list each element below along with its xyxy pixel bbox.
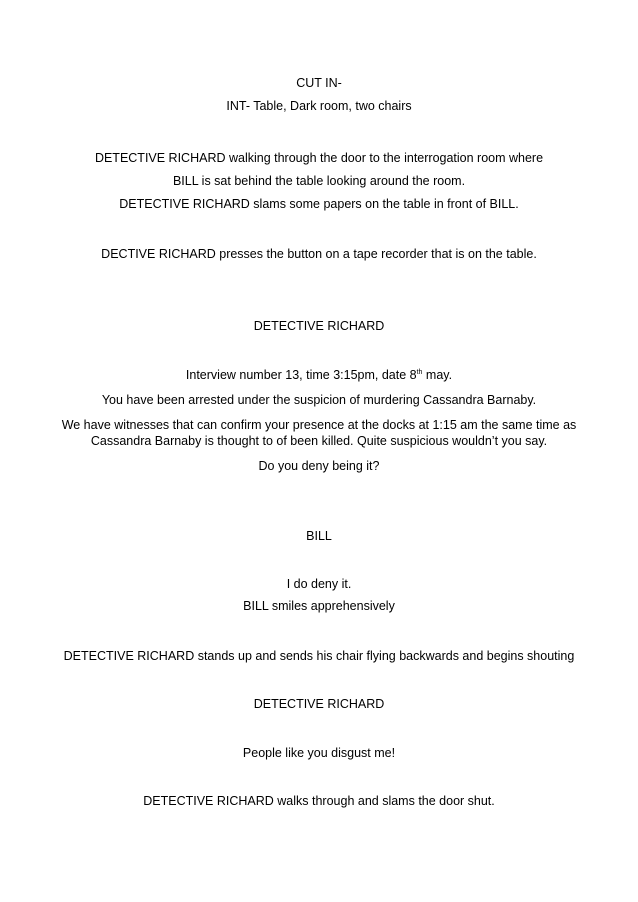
action-line: BILL is sat behind the table looking around the room.	[172, 174, 466, 188]
dialogue-line	[0, 367, 638, 383]
parenthetical: BILL smiles apprehensively	[243, 599, 395, 613]
dialogue-text: may.	[422, 368, 453, 382]
dialogue-line: Do you deny being it?	[258, 459, 380, 473]
action-line: DECTIVE RICHARD presses the button on a tape recorder that is on the table.	[101, 247, 537, 261]
dialogue-line: Cassandra Barnaby is thought to of been killed. Quite suspicious wouldn’t you say.	[90, 434, 548, 448]
transition-cut-in: CUT IN-	[296, 76, 342, 90]
dialogue-line: We have witnesses that can confirm your presence at the docks at 1:15 am the same time as	[61, 418, 577, 432]
action-line: DETECTIVE RICHARD walks through and slams the door shut.	[143, 794, 495, 808]
action-line: DETECTIVE RICHARD slams some papers on the table in front of BILL.	[119, 197, 519, 211]
action-line: DETECTIVE RICHARD walking through the door to the interrogation room where	[94, 151, 544, 165]
ordinal-suffix: th	[416, 368, 423, 376]
dialogue-text: Interview number 13, time 3:15pm, date 8	[185, 368, 417, 382]
action-line: DETECTIVE RICHARD stands up and sends his chair flying backwards and begins shouting	[63, 649, 575, 663]
dialogue-line: People like you disgust me!	[242, 746, 396, 760]
scene-heading: INT- Table, Dark room, two chairs	[226, 99, 412, 113]
character-name: DETECTIVE RICHARD	[253, 319, 385, 333]
character-name: BILL	[306, 529, 332, 543]
dialogue-line: You have been arrested under the suspicion of murdering Cassandra Barnaby.	[101, 393, 537, 407]
dialogue-line: I do deny it.	[286, 577, 352, 591]
character-name: DETECTIVE RICHARD	[253, 697, 385, 711]
